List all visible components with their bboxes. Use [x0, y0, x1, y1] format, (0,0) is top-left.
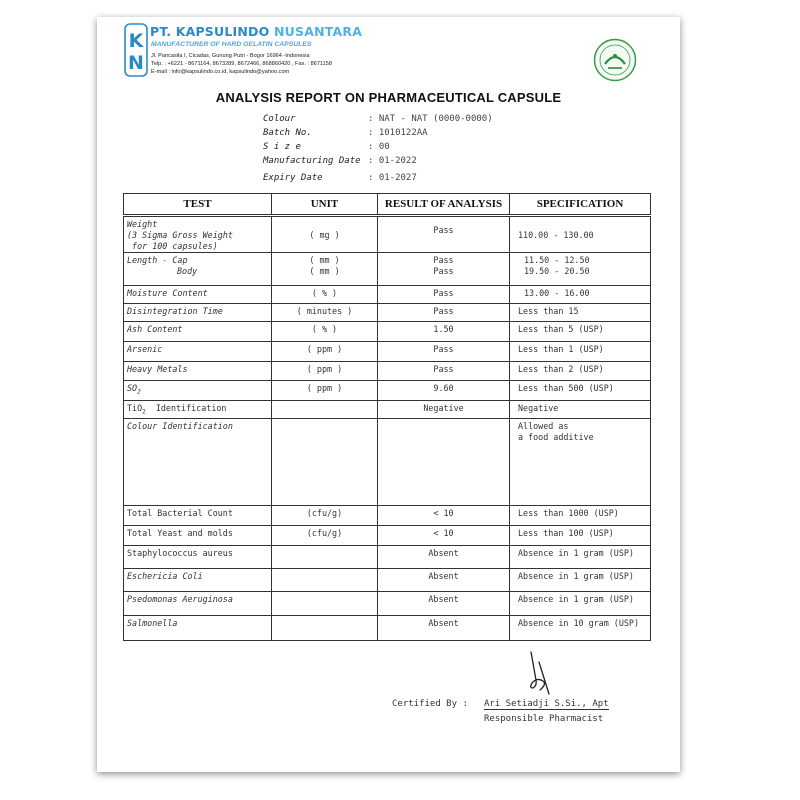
- table-header-row: [124, 194, 651, 216]
- test-cell: Arsenic: [124, 342, 272, 362]
- unit-cell: [272, 616, 378, 641]
- test-cell: Staphylococcus aureus: [124, 546, 272, 569]
- unit-cell: [272, 592, 378, 616]
- table-row: [124, 592, 651, 616]
- company-tagline: MANUFACTURER OF HARD GELATIN CAPSULES: [151, 41, 312, 48]
- spec-cell: Absence in 1 gram (USP): [510, 569, 651, 592]
- unit-cell: [272, 401, 378, 419]
- test-cell: Salmonella: [124, 616, 272, 641]
- result-cell: Pass: [378, 342, 510, 362]
- table-row: [124, 342, 651, 362]
- result-cell: Absent: [378, 546, 510, 569]
- table-row: [124, 506, 651, 526]
- spec-cell: Less than 15: [510, 304, 651, 322]
- test-cell: Moisture Content: [124, 286, 272, 304]
- result-cell: Absent: [378, 616, 510, 641]
- company-address: Jl. Pancasila I, Cicadas, Gunung Putri - Bogor 16964 -Indonesia: [151, 53, 310, 59]
- unit-cell: ( ppm ): [272, 342, 378, 362]
- table-row: [124, 419, 651, 506]
- company-email: E-mail : info@kapsulindo.co.id, kapsulindo@yahoo.com: [151, 69, 290, 75]
- unit-cell: ( ppm ): [272, 362, 378, 381]
- spec-cell: Less than 100 (USP): [510, 526, 651, 546]
- spec-cell: Negative: [510, 401, 651, 419]
- unit-cell: (cfu/g): [272, 526, 378, 546]
- halal-certification-seal-icon: [593, 38, 637, 82]
- certifier-name: Ari Setiadji S.Si., Apt: [484, 699, 609, 709]
- table-row: [124, 362, 651, 381]
- spec-cell: Less than 1000 (USP): [510, 506, 651, 526]
- certified-by-label: Certified By :: [392, 699, 468, 709]
- unit-cell: [272, 569, 378, 592]
- svg-text:N: N: [128, 52, 144, 74]
- unit-cell: ( mm ) ( mm ): [272, 253, 378, 286]
- table-row: [124, 616, 651, 641]
- spec-cell: Allowed as a food additive: [510, 419, 651, 506]
- spec-cell: 13.00 - 16.00: [510, 286, 651, 304]
- result-cell: Pass: [378, 286, 510, 304]
- test-cell: Psedomonas Aeruginosa: [124, 592, 272, 616]
- table-row: [124, 381, 651, 401]
- header-result: RESULT OF ANALYSIS: [378, 194, 510, 216]
- spec-cell: Less than 500 (USP): [510, 381, 651, 401]
- table-row: [124, 216, 651, 253]
- result-cell: Absent: [378, 569, 510, 592]
- report-title: ANALYSIS REPORT ON PHARMACEUTICAL CAPSULE: [215, 90, 562, 105]
- test-cell: Eschericia Coli: [124, 569, 272, 592]
- header-unit: UNIT: [272, 194, 378, 216]
- kapsulindo-logo-icon: [124, 23, 148, 77]
- test-cell: Colour Identification: [124, 419, 272, 506]
- test-cell: Disintegration Time: [124, 304, 272, 322]
- test-cell: Total Bacterial Count: [124, 506, 272, 526]
- table-row: [124, 526, 651, 546]
- table-row: [124, 569, 651, 592]
- unit-cell: [272, 546, 378, 569]
- test-cell: Length - Cap Body: [124, 253, 272, 286]
- result-cell: 9.60: [378, 381, 510, 401]
- header-test: TEST: [124, 194, 272, 216]
- table-row: [124, 546, 651, 569]
- result-cell: Absent: [378, 592, 510, 616]
- signature-icon: [525, 650, 555, 696]
- test-cell: $SO_2$: [124, 381, 272, 401]
- header-specification: SPECIFICATION: [510, 194, 651, 216]
- spec-cell: Less than 5 (USP): [510, 322, 651, 342]
- svg-text:K: K: [128, 30, 144, 52]
- result-cell: < 10: [378, 526, 510, 546]
- result-cell: Pass: [378, 304, 510, 322]
- spec-cell: 11.50 - 12.50 19.50 - 20.50: [510, 253, 651, 286]
- test-cell: Weight (3 Sigma Gross Weight for 100 capsules): [124, 216, 272, 253]
- unit-cell: ( % ): [272, 322, 378, 342]
- unit-cell: ( ppm ): [272, 381, 378, 401]
- document-page: K N PT. KAPSULINDO NUSANTARA MANUFACTURER OF HARD GELATIN CAPSULES Jl. Pancasila I, Cicadas, Gunung Putri - Bogor 16964 -Indonesia Telp. : +6221 - 8671164, 8673289, 8672466, 868860420 , Fax. : 8671158 E-mail : info@kapsulindo.co.id, kapsulindo@yahoo.com ANALYSIS REPORT ON PHARMACEUTICAL CAPSULE Colour : NAT - NAT (0000-0000) Batch No. : 1010122AA S i z e : 00 Manufacturing Date : 01-2022 Expiry Date : 01-2027 TEST UNIT RESULT OF ANALYSIS SPECIFICATION Weight (3 Sigma Gross Weight for 100 capsules) ( mg ) Pass 110.00 - 130.00 Length - Cap Body ( mm ) ( mm ) Pass Pass 11.50 - 12.50 19.50 - 20.50 Moisture Content ( % ) Pass 13.00 - 16.00 Disintegration Time ( minutes ) Pass Less than 15 Ash Content ( % ) 1.50 Less than 5 (USP) Arsenic ( ppm ) Pass Less than 1 (USP) Heavy Metals ( ppm ) Pass Less than 2 (USP) $SO_2$ ( ppm ) 9.60 Less than 500 (USP) TiO$_2$ Identification Negative Negative Colour Identification Allowed as a food additive Total Bacterial Count (cfu/g) < 10 Less than 1000 (USP) Total Yeast and molds (cfu/g) < 10 Less than 100 (USP) Staphylococcus aureus Absent Absence in 1 gram (USP) Eschericia Coli Absent Absence in 1 gram (USP) Psedomonas Aeruginosa Absent Absence in 1 gram (USP) Salmonella Absent Absence in 10 gram (USP) Certified By : Ari Setiadji S.Si., Apt Responsible Pharmacist: [97, 17, 680, 772]
- test-cell: Heavy Metals: [124, 362, 272, 381]
- spec-cell: Absence in 1 gram (USP): [510, 546, 651, 569]
- result-cell: 1.50: [378, 322, 510, 342]
- company-name: PT. KAPSULINDO NUSANTARA: [150, 24, 363, 39]
- result-cell: Pass: [378, 362, 510, 381]
- test-cell: TiO$_2$ Identification: [124, 401, 272, 419]
- spec-cell: Less than 1 (USP): [510, 342, 651, 362]
- unit-cell: ( minutes ): [272, 304, 378, 322]
- spec-cell: 110.00 - 130.00: [510, 216, 651, 253]
- result-cell: Pass: [378, 216, 510, 253]
- unit-cell: (cfu/g): [272, 506, 378, 526]
- unit-cell: ( % ): [272, 286, 378, 304]
- spec-cell: Less than 2 (USP): [510, 362, 651, 381]
- result-cell: Negative: [378, 401, 510, 419]
- test-cell: Total Yeast and molds: [124, 526, 272, 546]
- spec-cell: Absence in 10 gram (USP): [510, 616, 651, 641]
- table-row: [124, 304, 651, 322]
- result-cell: [378, 419, 510, 506]
- unit-cell: ( mg ): [272, 216, 378, 253]
- table-row: [124, 401, 651, 419]
- certifier-role: Responsible Pharmacist: [484, 714, 604, 724]
- company-phone: Telp. : +6221 - 8671164, 8673289, 8672466, 868860420 , Fax. : 8671158: [151, 61, 332, 67]
- table-row: [124, 322, 651, 342]
- analysis-table: [123, 193, 651, 641]
- result-cell: < 10: [378, 506, 510, 526]
- result-cell: Pass Pass: [378, 253, 510, 286]
- unit-cell: [272, 419, 378, 506]
- table-row: [124, 286, 651, 304]
- spec-cell: Absence in 1 gram (USP): [510, 592, 651, 616]
- test-cell: Ash Content: [124, 322, 272, 342]
- table-row: [124, 253, 651, 286]
